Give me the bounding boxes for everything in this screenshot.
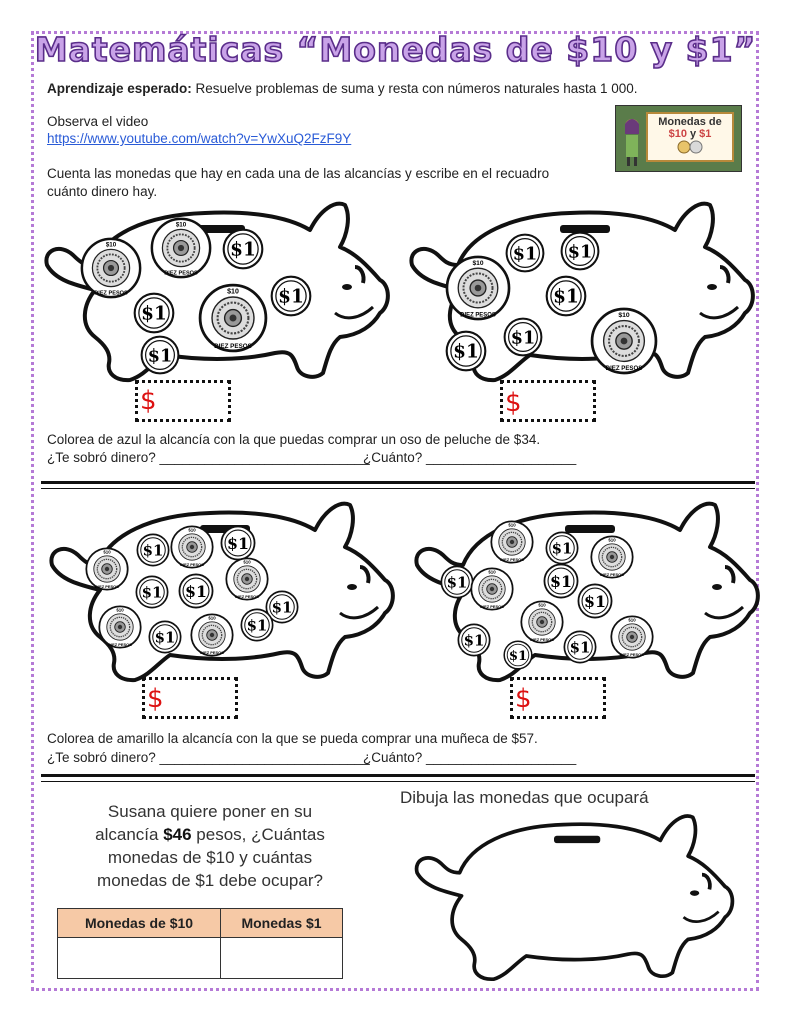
- worksheet-title: Matemáticas “Monedas de $10 y $1”: [34, 30, 757, 69]
- section2-question: Colorea de amarillo la alcancía con la que se pueda comprar una muñeca de $57.: [47, 731, 538, 746]
- answer-cell-ten[interactable]: [58, 938, 221, 979]
- susana-line3: monedas de $10 y cuántas: [107, 848, 313, 867]
- thumb-line1: Monedas de: [658, 116, 722, 128]
- coin-1-peso: [149, 621, 180, 652]
- coin-1-peso: [441, 566, 472, 597]
- learning-goal-text: Resuelve problemas de suma y resta con números naturales hasta 1 000.: [191, 81, 638, 96]
- thumb-line2: [648, 128, 732, 140]
- susana-problem: [60, 800, 360, 892]
- learning-goal: [47, 80, 747, 98]
- coin-1-peso: [544, 564, 577, 597]
- susana-line2: [60, 823, 360, 846]
- piggy-bank-empty[interactable]: [385, 808, 760, 993]
- coin-1-peso: [135, 294, 174, 333]
- coin-10-pesos: [82, 239, 140, 297]
- susana-line2c: pesos, ¿Cuántas: [191, 825, 325, 844]
- coin-10-pesos: [491, 521, 532, 562]
- coin-10-pesos: [611, 616, 652, 657]
- coin-10-pesos: [447, 257, 509, 319]
- video-thumbnail[interactable]: [615, 105, 742, 172]
- dollar-sign: $: [515, 684, 532, 714]
- learning-goal-label: Aprendizaje esperado:: [47, 81, 192, 96]
- col-header-one: Monedas $1: [221, 909, 343, 938]
- susana-line1: Susana quiere poner en su: [107, 802, 313, 821]
- thumb-ten: $10: [668, 128, 687, 140]
- section1-sobro: ¿Te sobró dinero? ____________________________: [47, 450, 370, 465]
- coin-1-peso: [547, 277, 586, 316]
- coin-1-peso: [136, 576, 167, 607]
- thumbnail-board: [646, 112, 734, 162]
- coin-1-peso: [447, 332, 486, 371]
- susana-amount: $46: [163, 825, 192, 844]
- coin-10-pesos: [591, 536, 632, 577]
- coin-10-pesos: [226, 558, 267, 599]
- piggy-bank-2: [400, 195, 760, 395]
- coin-10-pesos: [521, 601, 562, 642]
- col-header-ten: Monedas de $10: [58, 909, 221, 938]
- coin-1-peso: [179, 574, 212, 607]
- divider: [41, 774, 755, 777]
- susana-line2a: alcancía: [95, 825, 164, 844]
- coin-1-peso: [224, 230, 263, 269]
- piggy-bank-4: [405, 495, 765, 695]
- coin-10-pesos: [471, 568, 512, 609]
- dollar-sign: $: [140, 386, 157, 416]
- dollar-sign: $: [505, 388, 522, 418]
- coin-10-pesos: [86, 548, 127, 589]
- coin-10-pesos: [171, 526, 212, 567]
- coin-10-pesos: [191, 614, 232, 655]
- coins-table: [57, 908, 343, 979]
- coin-1-peso: [507, 235, 544, 272]
- coin-1-peso: [578, 584, 611, 617]
- divider: [41, 481, 755, 484]
- section1-question: Colorea de azul la alcancía con la que puedas comprar un oso de peluche de $34.: [47, 432, 541, 447]
- coin-10-pesos: [99, 606, 140, 647]
- coin-1-peso: [546, 532, 577, 563]
- coin-10-pesos: [200, 285, 266, 351]
- section1-cuanto: ¿Cuánto? ____________________: [363, 450, 577, 465]
- video-link[interactable]: https://www.youtube.com/watch?v=YwXuQ2FzF9Y: [47, 131, 352, 146]
- section2-cuanto: ¿Cuánto? ____________________: [363, 750, 577, 765]
- coin-1-peso: [504, 641, 532, 669]
- susana-line4: monedas de $1 debe ocupar?: [97, 871, 323, 890]
- coin-10-pesos: [592, 309, 656, 373]
- thumb-y: y: [686, 128, 700, 140]
- teacher-icon: [622, 116, 642, 166]
- coin-1-peso: [137, 534, 168, 565]
- coin-1-peso: [241, 609, 272, 640]
- coin-1-peso: [221, 526, 254, 559]
- answer-cell-one[interactable]: [221, 938, 343, 979]
- section2-sobro: ¿Te sobró dinero? ____________________________: [47, 750, 370, 765]
- coin-1-peso: [564, 631, 595, 662]
- coin-1-peso: [562, 233, 599, 270]
- thumb-one: $1: [699, 128, 712, 140]
- instruction-text: Cuenta las monedas que hay en cada una de las alcancías y escribe en el recuadro cuánto dinero hay.: [47, 166, 550, 199]
- coin-1-peso: [505, 319, 542, 356]
- divider: [41, 781, 755, 782]
- coin-1-peso: [142, 337, 179, 374]
- piggy-bank-1: [35, 195, 395, 395]
- coin-10-pesos: [152, 219, 210, 277]
- video-prompt: Observa el video: [47, 114, 149, 129]
- coin-1-peso: [458, 624, 489, 655]
- piggy-bank-3: [40, 495, 400, 695]
- divider: [41, 488, 755, 489]
- draw-instruction: Dibuja las monedas que ocupará: [400, 788, 649, 807]
- coin-1-peso: [272, 277, 311, 316]
- coin-icon: [676, 140, 704, 154]
- dollar-sign: $: [147, 684, 164, 714]
